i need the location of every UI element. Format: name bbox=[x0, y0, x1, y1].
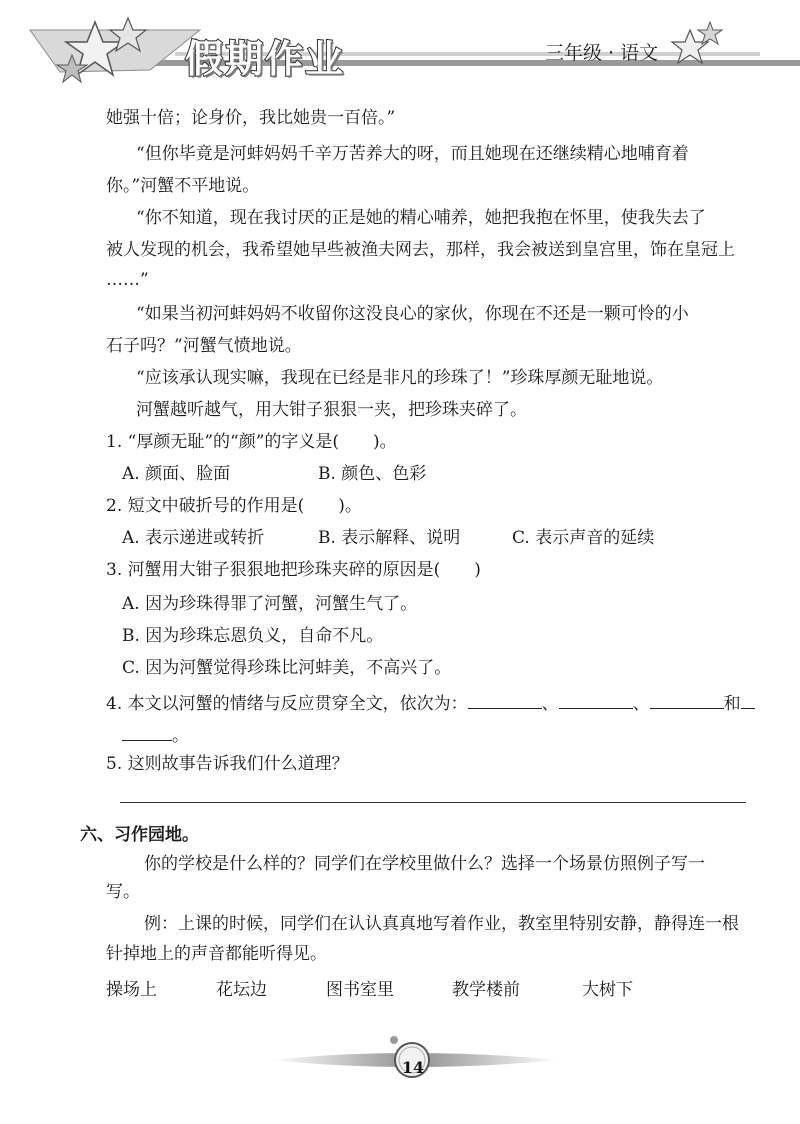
question-5: 5. 这则故事告诉我们什么道理？ bbox=[106, 754, 349, 774]
place-option: 大树下 bbox=[582, 980, 633, 1000]
option-2b: B. 表示解释、说明 bbox=[318, 528, 461, 548]
question-1: 1. “厚颜无耻”的“颜”的字义是( )。 bbox=[106, 432, 397, 452]
story-line: “如果当初河蚌妈妈不收留你这没良心的家伙，你现在不还是一颗可怜的小 bbox=[136, 304, 689, 324]
question-4-cont bbox=[122, 722, 189, 748]
period: 。 bbox=[172, 726, 189, 746]
story-line: “你不知道，现在我讨厌的正是她的精心哺养，她把我抱在怀里，使我失去了 bbox=[136, 208, 706, 228]
answer-blank[interactable] bbox=[468, 690, 542, 709]
story-line: 石子吗？”河蟹气愤地说。 bbox=[106, 336, 302, 356]
story-line: 被人发现的机会，我希望她早些被渔夫网去，那样，我会被送到皇宫里，饰在皇冠上 bbox=[106, 240, 735, 260]
star-icon bbox=[698, 22, 722, 44]
answer-blank[interactable] bbox=[650, 690, 724, 709]
header-decoration bbox=[0, 0, 800, 100]
question-4-text: 4. 本文以河蟹的情绪与反应贯穿全文，依次为： bbox=[106, 694, 468, 714]
question-3: 3. 河蟹用大钳子狠狠地把珍珠夹碎的原因是( ) bbox=[106, 560, 481, 580]
story-line: 河蟹越听越气，用大钳子狠狠一夹，把珍珠夹碎了。 bbox=[136, 400, 527, 420]
question-2: 2. 短文中破折号的作用是( )。 bbox=[106, 496, 362, 516]
example-line: 针掉地上的声音都能听得见。 bbox=[106, 944, 327, 964]
brand-title: 假期作业 bbox=[185, 37, 346, 81]
answer-blank[interactable] bbox=[559, 690, 633, 709]
option-3b: B. 因为珍珠忘恩负义，自命不凡。 bbox=[122, 626, 384, 646]
option-1b: B. 颜色、色彩 bbox=[318, 464, 427, 484]
separator: 、 bbox=[632, 694, 650, 714]
dot-icon bbox=[390, 1036, 398, 1044]
story-line: ……” bbox=[106, 270, 149, 290]
place-option: 花坛边 bbox=[216, 980, 267, 1000]
example-line: 例：上课的时候，同学们在认认真真地写着作业，教室里特别安静，静得连一根 bbox=[144, 914, 739, 934]
place-option: 操场上 bbox=[106, 980, 157, 1000]
answer-blank[interactable] bbox=[122, 722, 172, 741]
story-line: 她强十倍；论身价，我比她贵一百倍。” bbox=[106, 108, 396, 128]
grade-subject: 三年级 · 语文 bbox=[545, 42, 659, 64]
option-2a: A. 表示递进或转折 bbox=[122, 528, 265, 548]
place-option: 图书室里 bbox=[326, 980, 394, 1000]
option-1a: A. 颜面、脸面 bbox=[122, 464, 231, 484]
option-2c: C. 表示声音的延续 bbox=[512, 528, 655, 548]
place-option: 教学楼前 bbox=[452, 980, 520, 1000]
story-line: “但你毕竟是河蚌妈妈千辛万苦养大的呀，而且她现在还继续精心地哺育着 bbox=[136, 144, 689, 164]
prompt-line: 你的学校是什么样的？同学们在学校里做什么？选择一个场景仿照例子写一 bbox=[144, 854, 705, 874]
separator: 、 bbox=[541, 694, 559, 714]
section-title: 六、习作园地。 bbox=[80, 825, 199, 845]
prompt-line: 写。 bbox=[106, 882, 140, 902]
story-line: “应该承认现实嘛，我现在已经是非凡的珍珠了！”珍珠厚颜无耻地说。 bbox=[136, 368, 664, 388]
answer-line[interactable] bbox=[120, 802, 746, 803]
conjunction: 和 bbox=[723, 694, 741, 714]
story-line: 你。”河蟹不平地说。 bbox=[106, 176, 260, 196]
page-number: 14 bbox=[401, 1058, 425, 1077]
question-4 bbox=[106, 690, 755, 716]
answer-blank[interactable] bbox=[741, 690, 755, 709]
option-3c: C. 因为河蟹觉得珍珠比河蚌美，不高兴了。 bbox=[122, 658, 452, 678]
option-3a: A. 因为珍珠得罪了河蟹，河蟹生气了。 bbox=[122, 594, 418, 614]
star-icon bbox=[672, 30, 708, 63]
page-header bbox=[0, 0, 800, 100]
